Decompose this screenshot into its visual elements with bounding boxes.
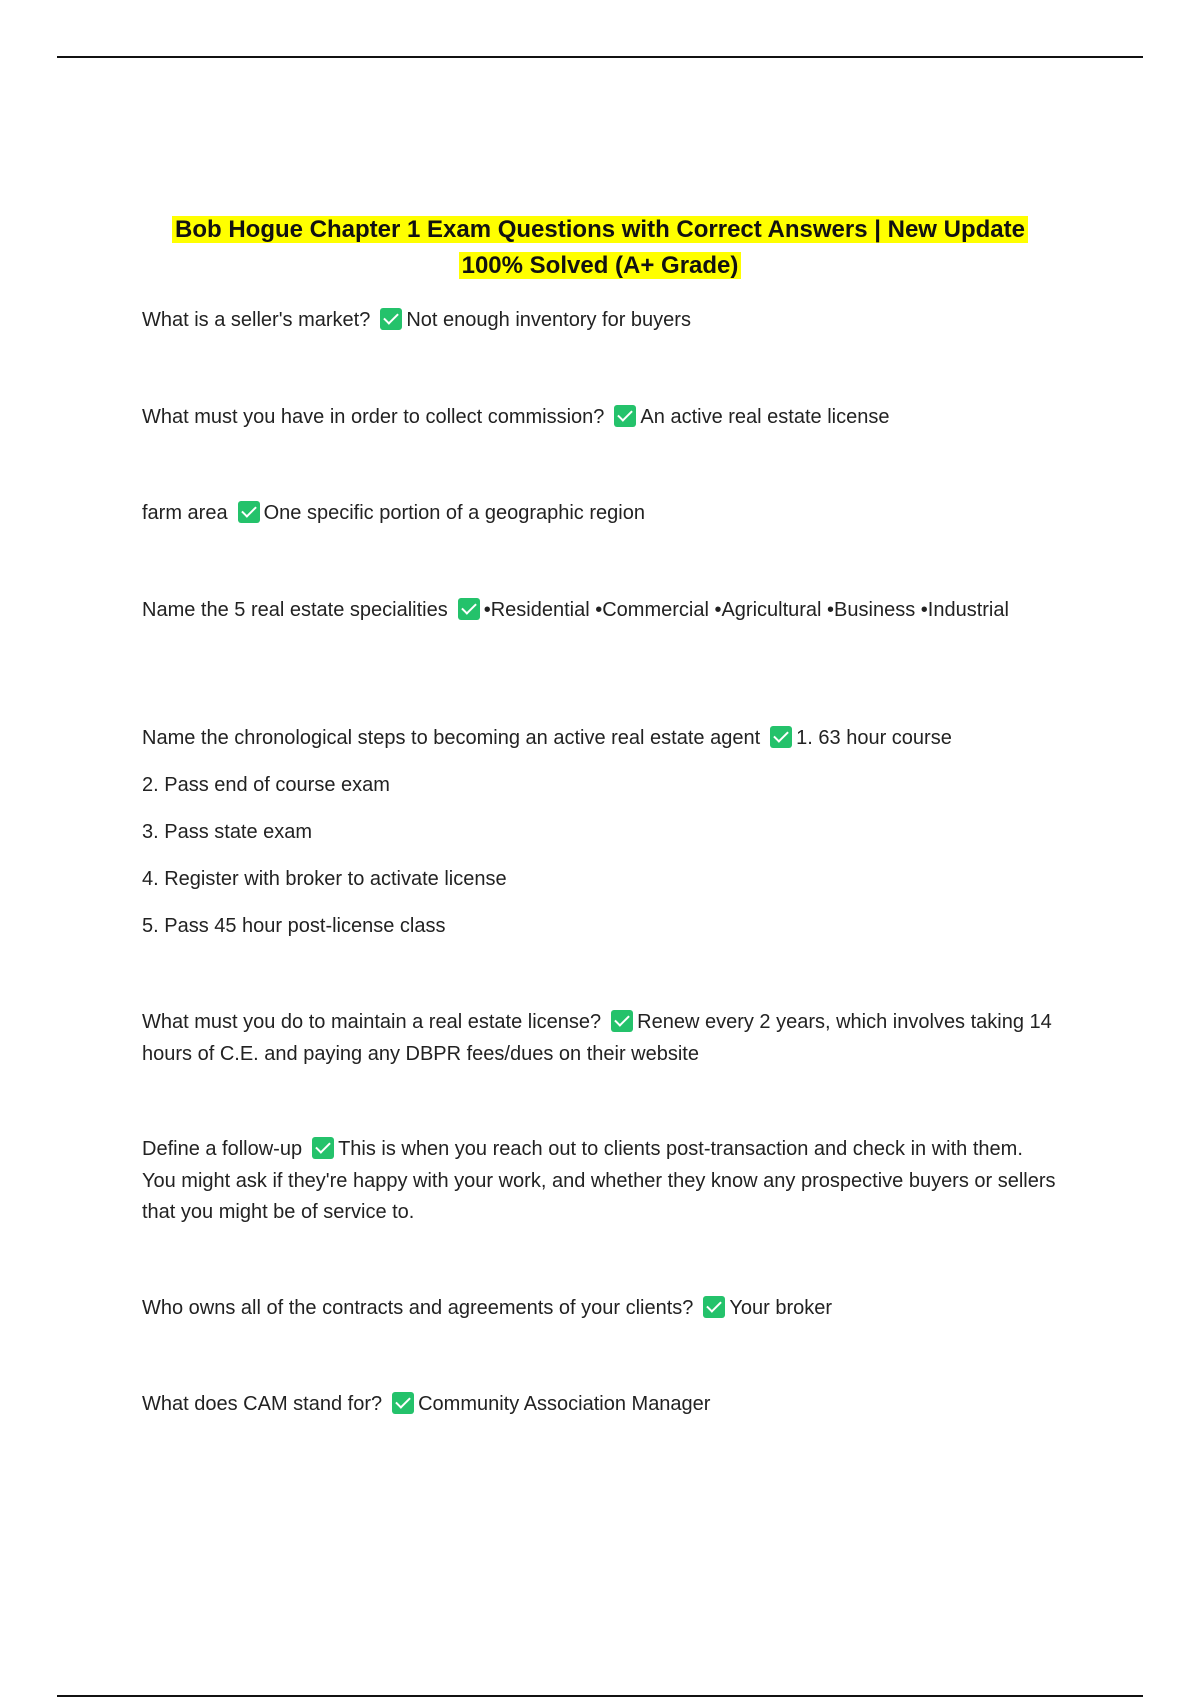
check-icon	[458, 598, 480, 620]
question: Name the chronological steps to becoming an active real estate agent	[142, 727, 761, 749]
check-icon	[312, 1137, 334, 1159]
answer: An active real estate license	[640, 406, 890, 428]
check-icon	[380, 308, 402, 330]
question: What must you have in order to collect commission?	[142, 406, 605, 428]
check-icon	[703, 1296, 725, 1318]
answer: This is when you reach out to clients post-transaction and check in with them. You might ask if they're happy with your work, and whether they know any prospective buyers or sellers that you might be of service to.	[142, 1138, 1056, 1223]
qa-item	[142, 595, 1057, 627]
bottom-rule	[57, 1695, 1143, 1697]
question: Define a follow-up	[142, 1138, 303, 1160]
qa-item	[142, 1293, 1057, 1325]
title-line-2: 100% Solved (A+ Grade)	[459, 252, 742, 279]
check-icon	[238, 501, 260, 523]
title-line-1: Bob Hogue Chapter 1 Exam Questions with Correct Answers | New Update	[172, 216, 1028, 243]
answer: •Residential •Commercial •Agricultural •Business •Industrial	[483, 599, 1009, 621]
answer: Community Association Manager	[418, 1393, 711, 1415]
top-rule	[57, 56, 1143, 58]
check-icon	[611, 1010, 633, 1032]
qa-item	[142, 1134, 1057, 1229]
qa-item	[142, 1389, 1057, 1421]
answer: Renew every 2 years, which involves taking 14 hours of C.E. and paying any DBPR fees/dues on their website	[142, 1011, 1052, 1065]
answer: One specific portion of a geographic region	[263, 502, 645, 524]
check-icon	[392, 1392, 414, 1414]
question: Name the 5 real estate specialities	[142, 599, 448, 621]
qa-item	[142, 402, 1057, 434]
answer: 1. 63 hour course	[796, 727, 952, 749]
answer: Not enough inventory for buyers	[406, 309, 691, 331]
question: farm area	[142, 502, 228, 524]
check-icon	[614, 405, 636, 427]
question: What is a seller's market?	[142, 309, 371, 331]
step-item: 5. Pass 45 hour post-license class	[142, 915, 446, 937]
check-icon	[770, 726, 792, 748]
step-item: 4. Register with broker to activate license	[142, 868, 507, 890]
question: What must you do to maintain a real estate license?	[142, 1011, 602, 1033]
qa-item	[142, 498, 1057, 530]
qa-item	[142, 1007, 1057, 1070]
question: What does CAM stand for?	[142, 1393, 383, 1415]
document-title	[100, 212, 1100, 284]
question: Who owns all of the contracts and agreements of your clients?	[142, 1297, 694, 1319]
step-item: 2. Pass end of course exam	[142, 774, 390, 796]
qa-item	[142, 305, 1057, 337]
qa-item	[142, 723, 1057, 755]
step-item: 3. Pass state exam	[142, 821, 313, 843]
answer: Your broker	[729, 1297, 833, 1319]
